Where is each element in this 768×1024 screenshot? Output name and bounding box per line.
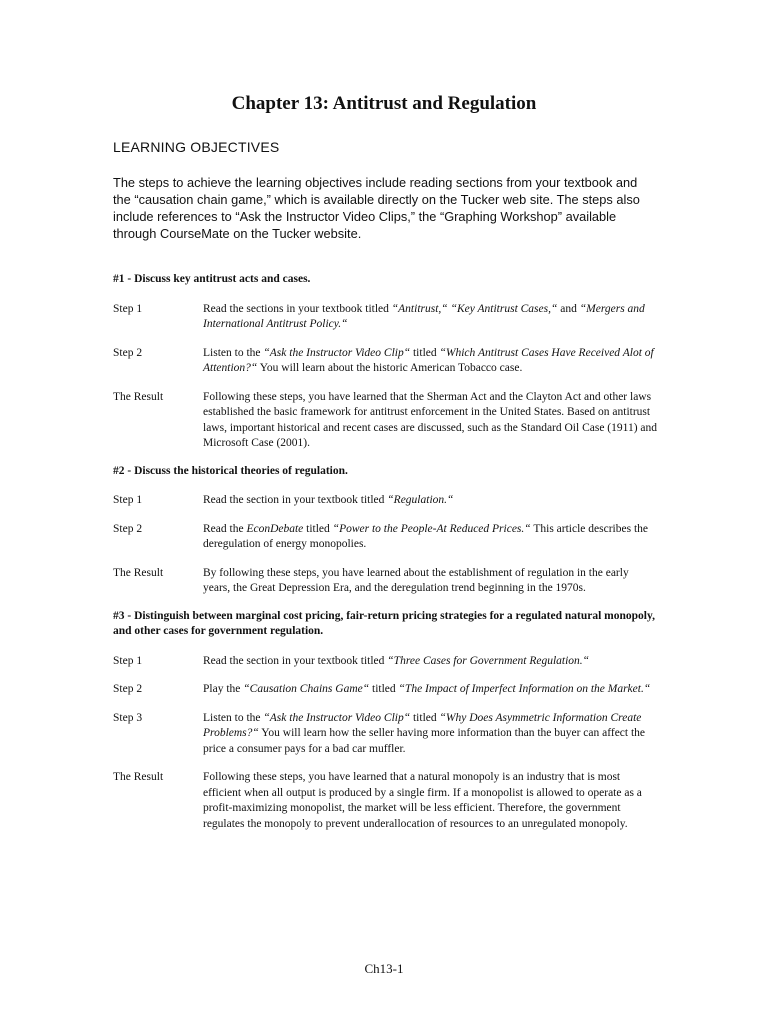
step-text-segment: Read the section in your textbook titled	[203, 654, 388, 667]
step-text-segment: You will learn about the historic American Tobacco case.	[257, 362, 523, 374]
step-text-segment: Read the sections in your textbook titled	[203, 302, 392, 315]
objective-heading: #1 - Discuss key antitrust acts and cases.	[113, 273, 311, 285]
step-text-segment: titled	[410, 711, 440, 724]
step-text-segment: titled	[369, 683, 399, 695]
page-title: Chapter 13: Antitrust and Regulation	[231, 93, 537, 114]
objectives-list	[113, 272, 658, 832]
step-text	[203, 711, 658, 758]
step-label: Step 2	[113, 683, 143, 695]
italic-reference: “Regulation.“	[387, 494, 454, 506]
italic-reference: “Why Does Asymmetric Information Create Problems?“	[203, 711, 642, 739]
step-text-segment: This article describes the deregulation of energy monopolies.	[203, 522, 648, 550]
step-text	[203, 302, 658, 333]
objective-heading: #3 - Distinguish between marginal cost pricing, fair-return pricing strategies for a regulated natural monopoly, and other cases for government regulation.	[113, 609, 655, 637]
step-row	[113, 346, 658, 377]
step-row	[113, 682, 658, 698]
step-text	[203, 522, 658, 553]
italic-reference: EconDebate	[246, 522, 304, 535]
italic-reference: “Mergers and International Antitrust Policy.“	[203, 302, 645, 330]
objective-section	[113, 272, 658, 452]
step-text	[203, 390, 658, 452]
italic-reference: “The Impact of Imperfect Information on the Market.“	[398, 683, 651, 695]
step-text-segment: Following these steps, you have learned that the Sherman Act and the Clayton Act and other laws established the basic framework for antitrust enforcement in the United States. Based on antitrust laws, important historical and recent cases are discussed, such as the Standard Oil Case (1911) and Microsoft Case (2001).	[203, 390, 658, 449]
step-row	[113, 493, 658, 509]
step-label: Step 3	[113, 711, 143, 724]
step-text-segment: You will learn how the seller having more information than the buyer can affect the price a consumer pays for a bad car muffler.	[203, 727, 646, 755]
step-label: Step 1	[113, 494, 143, 506]
italic-reference: “Which Antitrust Cases Have Received Alot of Attention?“	[203, 346, 654, 374]
objective-heading: #2 - Discuss the historical theories of regulation.	[113, 464, 348, 477]
step-row	[113, 770, 658, 832]
italic-reference: “Ask the Instructor Video Clip“	[263, 346, 411, 359]
step-text	[203, 682, 658, 698]
objective-section	[113, 609, 658, 833]
step-row	[113, 390, 658, 452]
objective-section	[113, 464, 658, 597]
step-text-segment: Play the	[203, 683, 244, 695]
step-text	[203, 493, 658, 509]
step-label: Step 1	[113, 302, 143, 315]
intro-paragraph: The steps to achieve the learning objectives include reading sections from your textbook and the “causation chain game,” which is available directly on the Tucker web site. The steps also include references to “Ask the Instructor Video Clips,” the “Graphing Workshop” available through CourseMate on the Tucker website.	[113, 175, 640, 241]
step-text-segment: Read the section in your textbook titled	[203, 494, 388, 506]
page-footer: Ch13-1	[364, 961, 404, 976]
step-row	[113, 654, 658, 670]
italic-reference: “Causation Chains Game“	[243, 683, 370, 695]
step-label: Step 2	[113, 522, 143, 535]
step-label: Step 2	[113, 346, 143, 359]
step-text-segment: titled	[303, 522, 333, 535]
step-row	[113, 566, 658, 597]
italic-reference: “Antitrust,“ “Key Antitrust Cases,“	[391, 302, 558, 315]
step-text-segment: Following these steps, you have learned that a natural monopoly is an industry that is most efficient when all output is produced by a single firm. If a monopolist is allowed to operate as a profit-maximizing monopolist, the market will be less efficient. Therefore, the government regulates the monopoly to prevent underallocation of resources to an unregulated monopoly.	[203, 771, 642, 830]
step-label: The Result	[113, 566, 164, 579]
italic-reference: “Three Cases for Government Regulation.“	[387, 654, 590, 667]
italic-reference: “Ask the Instructor Video Clip“	[263, 711, 411, 724]
step-label: The Result	[113, 771, 164, 783]
step-label: Step 1	[113, 654, 143, 667]
step-text-segment: Listen to the	[203, 346, 264, 359]
step-text-segment: By following these steps, you have learned about the establishment of regulation in the early years, the Great Depression Era, and the deregulation trend beginning in the 1970s.	[203, 566, 629, 594]
step-text	[203, 566, 658, 597]
step-text-segment: Listen to the	[203, 711, 264, 724]
step-text	[203, 770, 658, 832]
step-row	[113, 522, 658, 553]
step-text	[203, 654, 658, 670]
step-label: The Result	[113, 390, 164, 403]
step-text-segment: and	[557, 302, 580, 315]
step-text	[203, 346, 658, 377]
italic-reference: “Power to the People-At Reduced Prices.“	[332, 522, 531, 535]
step-text-segment: titled	[410, 346, 440, 359]
step-row	[113, 302, 658, 333]
learning-objectives-heading: LEARNING OBJECTIVES	[113, 139, 280, 155]
step-row	[113, 711, 658, 758]
step-text-segment: Read the	[203, 522, 247, 535]
